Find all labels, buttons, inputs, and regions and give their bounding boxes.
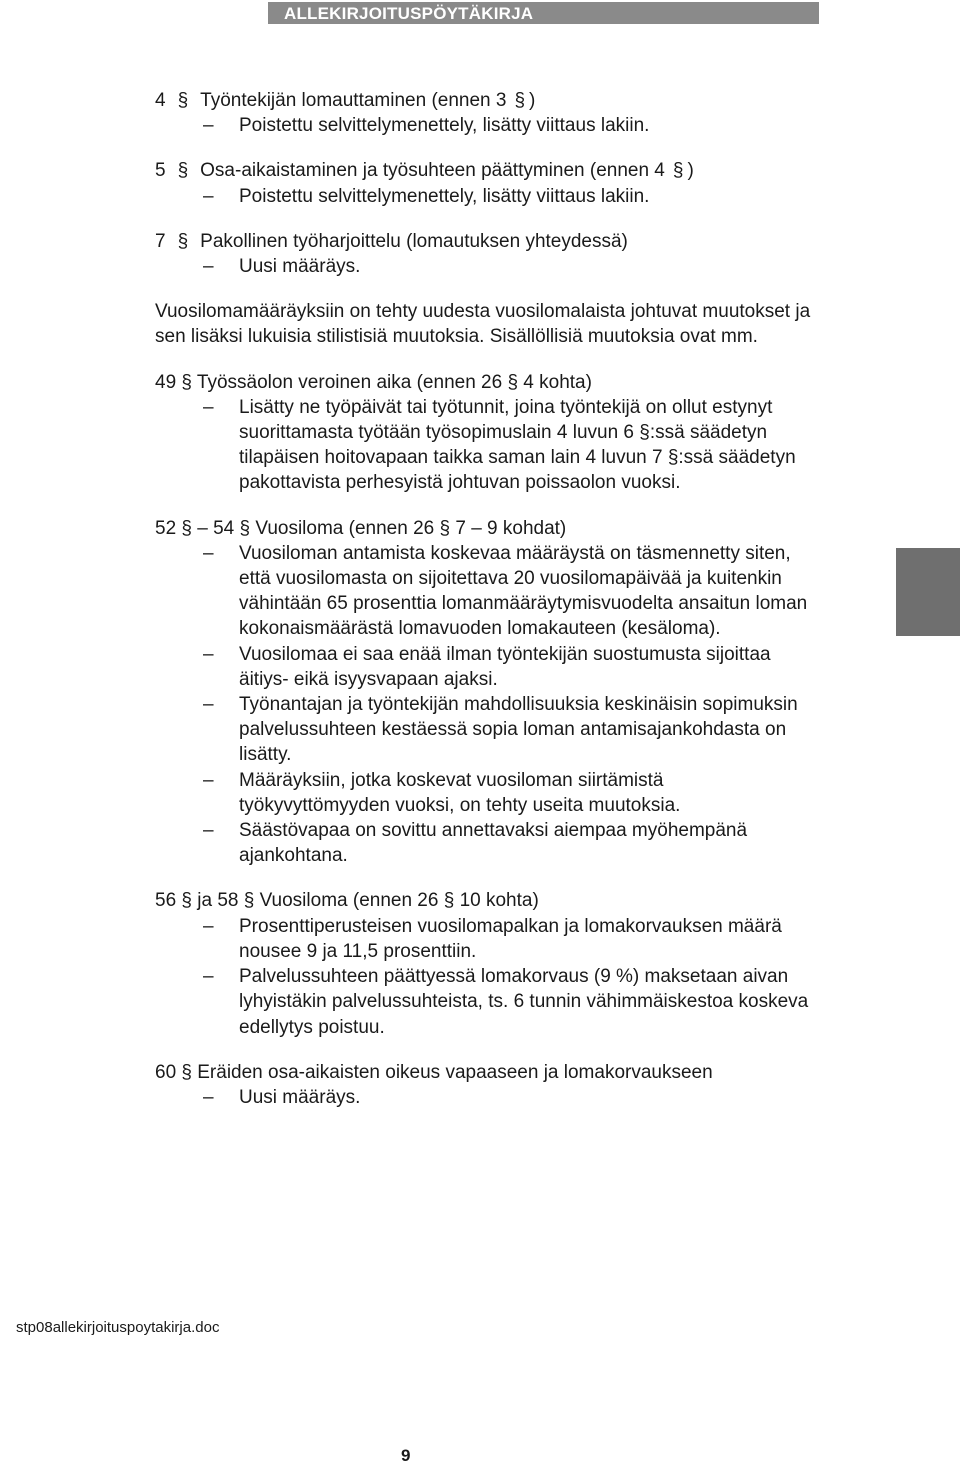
section-heading: 5 § Osa-aikaistaminen ja työsuhteen päättyminen (ennen 4 § ): [155, 158, 835, 183]
list-item: – Työnantajan ja työntekijän mahdollisuuksia keskinäisin sopimuksin palvelussuhteen kestäessä sopia loman antamisajankohdasta on lisätty.: [155, 692, 813, 768]
section-heading: 56 § ja 58 § Vuosiloma (ennen 26 § 10 kohta): [155, 890, 539, 912]
list-item: – Palvelussuhteen päättyessä lomakorvaus (9 %) maksetaan aivan lyhyistäkin palvelussuhteista, ts. 6 tunnin vähimmäiskestoa koskeva edellytys poistuu.: [155, 964, 813, 1040]
section-52-54: [155, 516, 835, 869]
list-item: – Poistettu selvittelymenettely, lisätty viittaus lakiin.: [155, 113, 813, 138]
document-body: [155, 88, 835, 1130]
section-5: [155, 158, 835, 208]
section-heading: 4 § Työntekijän lomauttaminen (ennen 3 § ): [155, 88, 835, 113]
intro-paragraph: Vuosilomamääräyksiin on tehty uudesta vuosilomalaista johtuvat muutokset ja sen lisäksi lukuisia stilistisiä muutoksia. Sisällöllisiä muutoksia ovat mm.: [155, 301, 811, 348]
section-60: [155, 1060, 835, 1110]
section-56-58: [155, 888, 835, 1039]
section-symbol: §: [514, 90, 526, 111]
list-item: – Vuosilomaa ei saa enää ilman työntekijän suostumusta sijoittaa äitiys- eikä isyysvapaan ajaksi.: [155, 642, 813, 692]
side-tab-marker: [896, 548, 960, 636]
section-heading: 52 § – 54 § Vuosiloma (ennen 26 § 7 – 9 kohdat): [155, 517, 567, 539]
list-item: – Uusi määräys.: [155, 1085, 813, 1110]
list-item: – Poistettu selvittelymenettely, lisätty viittaus lakiin.: [155, 184, 813, 209]
document-title: ALLEKIRJOITUSPÖYTÄKIRJA: [284, 4, 534, 23]
section-symbol: §: [672, 160, 684, 182]
section-symbol: §: [177, 160, 189, 182]
list-item: – Vuosiloman antamista koskevaa määräystä on täsmennetty siten, että vuosilomasta on sijoitettava 20 vuosilomapäivää ja kuitenkin vähintään 65 prosenttia lomanmääräytymisvuodelta ansaitun loman kokonaismäärästä lomavuoden lomakauteen (kesäloma).: [155, 541, 813, 642]
section-49: [155, 370, 835, 496]
section-heading: 60 § Eräiden osa-aikaisten oikeus vapaaseen ja lomakorvaukseen: [155, 1061, 713, 1083]
header-bar: [268, 2, 819, 24]
footer-filename: stp08allekirjoituspoytakirja.doc: [16, 1319, 220, 1336]
list-item: – Prosenttiperusteisen vuosilomapalkan ja lomakorvauksen määrä nousee 9 ja 11,5 prosenttiin.: [155, 914, 813, 964]
list-item: – Säästövapaa on sovittu annettavaksi aiempaa myöhempänä ajankohtana.: [155, 818, 813, 868]
page-number: 9: [401, 1446, 411, 1465]
section-7: [155, 229, 835, 279]
list-item: – Määräyksiin, jotka koskevat vuosiloman siirtämistä työkyvyttömyyden vuoksi, on tehty useita muutoksia.: [155, 768, 813, 818]
list-item: – Uusi määräys.: [155, 254, 813, 279]
section-heading: 49 § Työssäolon veroinen aika (ennen 26 § 4 kohta): [155, 371, 592, 393]
section-symbol: §: [177, 90, 189, 111]
list-item: – Lisätty ne työpäivät tai työtunnit, joina työntekijä on ollut estynyt suorittamasta työtään työsopimuslain 4 luvun 6 §:ssä säädetyn tilapäisen hoitovapaan taikka saman lain 4 luvun 7 §:ssä säädetyn pakottavista perhesyistä johtuvan poissaolon vuoksi.: [155, 395, 813, 496]
section-4: [155, 88, 835, 138]
section-symbol: §: [177, 230, 189, 252]
section-heading: 7 § Pakollinen työharjoittelu (lomautuksen yhteydessä): [155, 229, 835, 254]
